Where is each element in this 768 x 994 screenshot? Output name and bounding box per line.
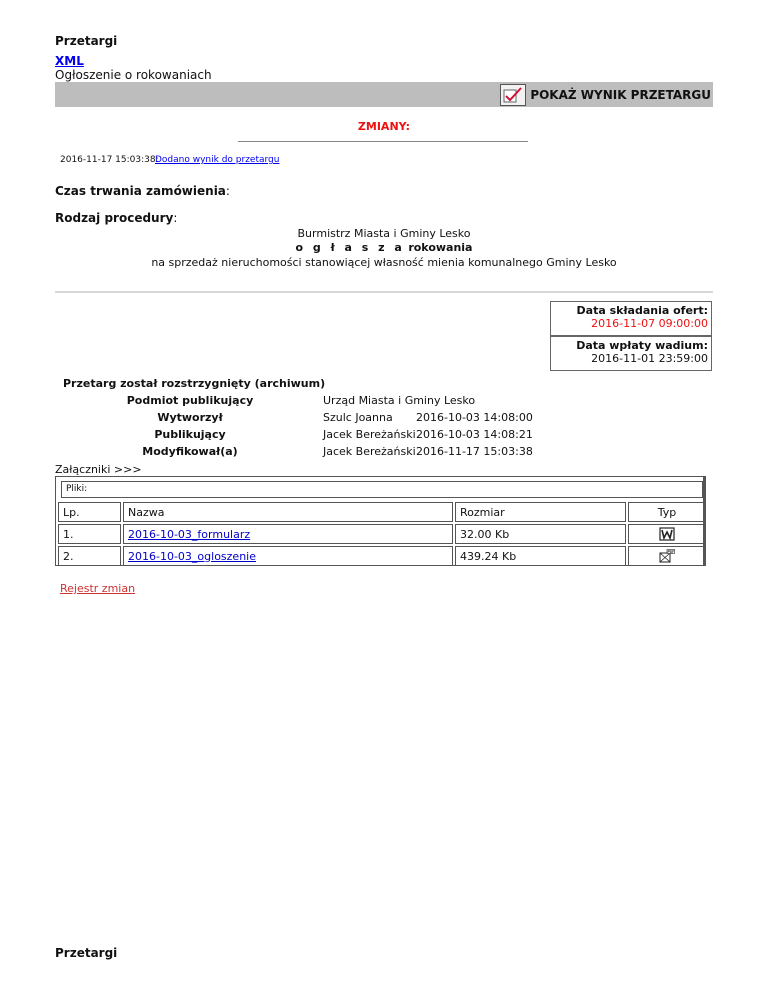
column-size: Rozmiar: [455, 502, 626, 522]
file-lp: 2.: [58, 546, 121, 566]
change-link[interactable]: Dodano wynik do przetargu: [155, 155, 280, 165]
column-name: Nazwa: [123, 502, 453, 522]
change-date: 2016-11-17 15:03:38:: [60, 155, 159, 165]
procedure-label: Rodzaj procedury: [55, 211, 174, 225]
modified-date: 2016-11-17 15:03:38: [416, 445, 533, 458]
modified-by-value: Jacek Bereżański: [323, 445, 416, 458]
file-link[interactable]: 2016-10-03_ogloszenie: [128, 549, 256, 563]
published-date: 2016-10-03 14:08:21: [416, 428, 533, 441]
word-document-icon[interactable]: [659, 527, 675, 541]
column-lp: Lp.: [58, 502, 121, 522]
page-title: Przetargi: [55, 34, 118, 48]
announcement-line-3: na sprzedaż nieruchomości stanowiącej własność mienia komunalnego Gminy Lesko: [151, 256, 617, 269]
duration-row: [55, 184, 230, 198]
files-legend: Pliki:: [61, 481, 703, 498]
procedure-row: [55, 211, 177, 225]
modified-by-label: Modyfikował(a): [142, 445, 238, 458]
created-by-label: Wytworzył: [157, 411, 223, 424]
change-registry-link[interactable]: Rejestr zmian: [60, 582, 136, 595]
changes-divider: [238, 141, 528, 142]
published-by-label: Publikujący: [154, 428, 226, 441]
archive-title: Przetarg został rozstrzygnięty (archiwum): [63, 377, 326, 390]
file-type-cell: [628, 546, 706, 566]
table-header-row: [58, 502, 706, 522]
toolbar-bar: [55, 82, 713, 107]
created-by-value: Szulc Joanna: [323, 411, 393, 424]
file-link[interactable]: 2016-10-03_formularz: [128, 527, 251, 541]
table-row: [58, 524, 706, 544]
announcement-line-1: Burmistrz Miasta i Gminy Lesko: [297, 227, 471, 240]
section-divider: [55, 291, 713, 293]
publisher-label: Podmiot publikujący: [126, 394, 254, 407]
column-type: Typ: [628, 502, 706, 522]
xml-link[interactable]: XML: [55, 54, 84, 68]
pdf-document-icon[interactable]: [659, 549, 675, 563]
deposit-date-value: 2016-11-01 23:59:00: [591, 352, 708, 365]
announcement-line-2: [0, 241, 768, 254]
footer-title: Przetargi: [55, 946, 118, 960]
checkbox-check-icon: [500, 84, 526, 106]
file-name-cell: [123, 524, 453, 544]
procedure-suffix: :: [173, 211, 178, 225]
publisher-value: Urząd Miasta i Gminy Lesko: [323, 394, 476, 407]
deposit-date-label: Data wpłaty wadium:: [576, 339, 708, 352]
files-table: [56, 500, 708, 568]
file-type-cell: [628, 524, 706, 544]
attachments-toggle[interactable]: Załączniki >>>: [55, 463, 142, 476]
offers-date-value: 2016-11-07 09:00:00: [591, 317, 708, 330]
table-row: [58, 546, 706, 566]
created-date: 2016-10-03 14:08:00: [416, 411, 533, 424]
file-name-cell: [123, 546, 453, 566]
duration-label: Czas trwania zamówienia: [55, 184, 226, 198]
show-result-button[interactable]: [500, 84, 713, 106]
duration-suffix: :: [225, 184, 230, 198]
file-size: 32.00 Kb: [455, 524, 626, 544]
show-result-label: POKAŻ WYNIK PRZETARGU: [530, 87, 711, 102]
published-by-value: Jacek Bereżański: [323, 428, 416, 441]
file-size: 439.24 Kb: [455, 546, 626, 566]
announcement-negotiations: rokowania: [408, 241, 473, 254]
offers-date-box: [550, 301, 712, 336]
file-lp: 1.: [58, 524, 121, 544]
deposit-date-box: [550, 336, 712, 371]
offers-date-label: Data składania ofert:: [576, 304, 708, 317]
page-subtitle: Ogłoszenie o rokowaniach: [55, 68, 212, 82]
announcement-announces: o g ł a s z a: [295, 241, 405, 254]
changes-title: ZMIANY:: [357, 120, 411, 133]
